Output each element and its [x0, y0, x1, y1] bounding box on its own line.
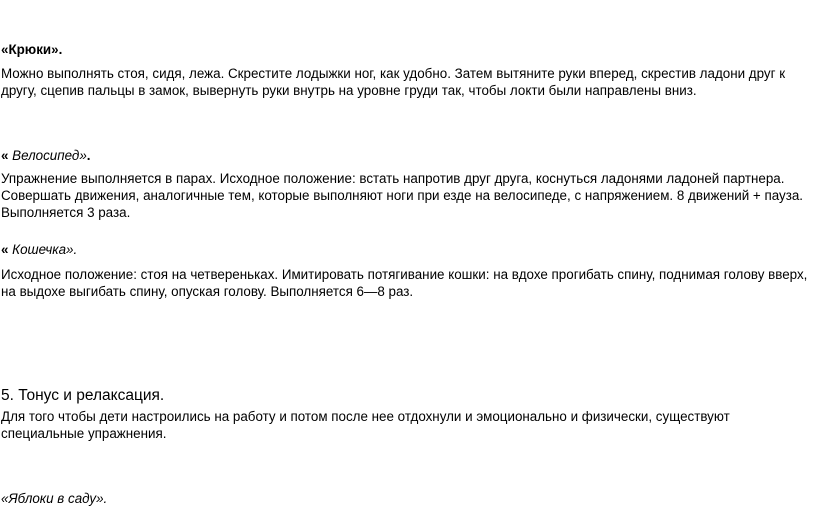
- heading-velosiped: [1, 147, 815, 164]
- paragraph-tonus: Для того чтобы дети настроились на работу и потом после нее отдохнули и эмоционально и физически, существуют специальные упражнения.: [1, 409, 730, 441]
- heading-koshechka: [1, 241, 815, 258]
- paragraph-koshechka: Исходное положение: стоя на четвереньках. Имитировать потягивание кошки: на вдохе прогибать спину, поднимая голову вверх, на выдохе выгибать спину, опуская голову. Выполняется 6—8 раз.: [1, 267, 808, 299]
- section-title-tonus: 5. Тонус и релаксация.: [1, 387, 165, 404]
- heading-velosiped-open: «: [1, 148, 13, 163]
- heading-koshechka-open: «: [1, 242, 13, 257]
- heading-yabloki: «Яблоки в саду».: [1, 491, 108, 506]
- paragraph-kryuki: Можно выполнять стоя, сидя, лежа. Скрестите лодыжки ног, как удобно. Затем вытяните руки вперед, скрестив ладони друг к другу, сцепив пальцы в замок, вывернуть руки внутрь на уровне груди так, чтобы локти были направлены вниз.: [1, 66, 786, 98]
- paragraph-velosiped: Упражнение выполняется в парах. Исходное положение: встать напротив друг друга, коснуться ладонями ладоней партнера. Совершать движения, аналогичные тем, которые выполняют ноги при езде на велосипеде, с напряжением. 8 движений + пауза. Выполняется 3 раза.: [1, 171, 804, 220]
- heading-koshechka-title: Кошечка».: [12, 242, 78, 257]
- heading-velosiped-close: .: [86, 148, 91, 163]
- heading-velosiped-title: Велосипед»: [12, 148, 87, 163]
- heading-kryuki: «Крюки».: [1, 42, 63, 57]
